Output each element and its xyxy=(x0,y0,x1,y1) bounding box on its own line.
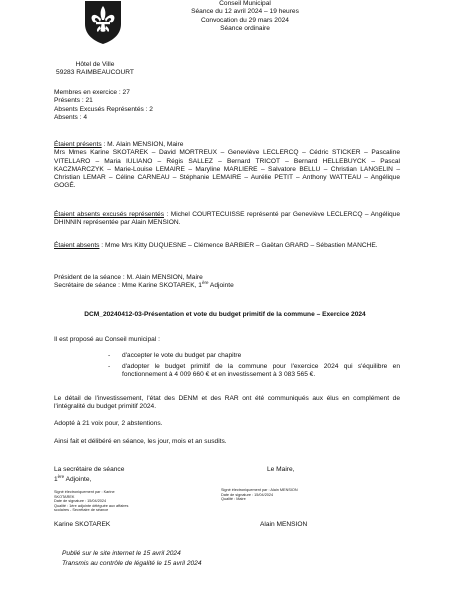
mayor-e-signature: Signé électroniquement par : Alain MENSION Date de signature : 15/04/2024 Qualité : Maire xyxy=(221,488,298,502)
investment-detail: Le détail de l'investissement, l'état des DENM et des RAR ont été communiqués aux élus en complément de l'intégralité du budget primitif 2024. xyxy=(54,395,400,411)
secretary-e-signature: Signé électroniquement par : Karine SKOTAREK Date de signature : 15/04/2024 Qualité : 1ère adjointe déléguée aux affaires scolaires - Secrétaire de séance xyxy=(54,490,129,513)
bullet-dash-2: - xyxy=(108,363,111,370)
excused-count: Absents Excusés Représentés : 2 xyxy=(54,105,153,113)
bullet-2: d'adopter le budget primitif de la commune pour l'exercice 2024 qui s'équilibre en fonctionnement à 4 009 660 € et en investissement à 3 083 565 €. xyxy=(122,363,400,379)
excused-paragraph xyxy=(54,211,400,228)
present-label: Étaient présents xyxy=(54,141,102,148)
seance-type: Séance ordinaire xyxy=(220,24,270,32)
council-header xyxy=(140,0,350,33)
present-count: Présents : 21 xyxy=(54,97,93,105)
mayor-name: Alain MENSION xyxy=(260,521,308,528)
deliberation-title: DCM_20240412-03-Présentation et vote du budget primitif de la commune – Exercice 2024 xyxy=(84,311,366,318)
bullet-1: d'accepter le vote du budget par chapitre xyxy=(122,352,242,359)
presidency-block xyxy=(54,274,234,291)
president-line: Président de la séance : M. Alain MENSION, Maire xyxy=(54,274,203,281)
closing-formula: Ainsi fait et délibéré en séance, les jour, mois et an susdits. xyxy=(54,438,227,445)
secretary-line: Secrétaire de séance : Mme Karine SKOTAREK, 1ère Adjointe xyxy=(54,280,234,290)
member-counts xyxy=(54,89,153,122)
mayor-signature-title: Le Maire, xyxy=(267,466,295,473)
present-lead: : M. Alain MENSION, Maire xyxy=(101,141,184,148)
excused-label: Étaient absents excusés représentés xyxy=(54,211,164,218)
absent-paragraph xyxy=(54,242,400,250)
members-in-office: Membres en exercice : 27 xyxy=(54,89,130,96)
excused-text: : Michel COURTECUISSE représenté par Geneviève LECLERCQ – Angélique DHINNIN représentée par Alain MENSION. xyxy=(54,211,400,227)
council-name: Conseil Municipal xyxy=(219,0,271,7)
absent-count: Absents : 4 xyxy=(54,113,87,121)
absent-label: Étaient absents xyxy=(54,242,100,249)
transmission-note: Transmis au contrôle de légalité le 15 avril 2024 xyxy=(62,560,202,567)
secretary-name: Karine SKOTAREK xyxy=(54,521,111,528)
deliberation-intro: Il est proposé au Conseil municipal : xyxy=(54,336,160,343)
address-line-1: Hôtel de Ville xyxy=(75,61,115,68)
bullet-dash-1: - xyxy=(108,352,111,359)
present-names: Mrs Mmes Karine SKOTAREK – David MORTREUX – Geneviève LECLERCQ – Cédric STICKER – Pascaline VITELLARO – Maria IULIANO – Régis SALLEZ – Bernard TRICOT – Bernard HELLEBUYCK – Pascal KACZMARCZYK – Marie-Louise LEMAIRE – Maryline MARLIERE – Salvatore BELLU – Christian LANGELIN – Christian LEMAR – Céline CARNEAU – Stéphanie LEMAIRE – Aurélie PETIT – Anthony WATTEAU – Angélique GOGÉ. xyxy=(54,149,400,190)
present-paragraph xyxy=(54,141,400,191)
publication-note: Publié sur le site internet le 15 avril 2024 xyxy=(62,550,181,557)
municipal-crest-logo xyxy=(84,0,122,45)
town-hall-address xyxy=(40,61,150,78)
secretary-role: 1ère Adjointe, xyxy=(54,473,92,483)
seance-date: Séance du 12 avril 2024 – 19 heures xyxy=(191,8,299,16)
absent-text: : Mme Mrs Kitty DUQUESNE – Clémence BARBIER – Gaëtan GRARD – Sébastien MANCHE. xyxy=(99,242,378,249)
convocation-date: Convocation du 29 mars 2024 xyxy=(201,16,289,24)
vote-result: Adopté à 21 voix pour, 2 abstentions. xyxy=(54,420,163,427)
secretary-signature-title: La secrétaire de séance xyxy=(54,466,125,473)
address-line-2: 59283 RAIMBEAUCOURT xyxy=(56,69,134,77)
